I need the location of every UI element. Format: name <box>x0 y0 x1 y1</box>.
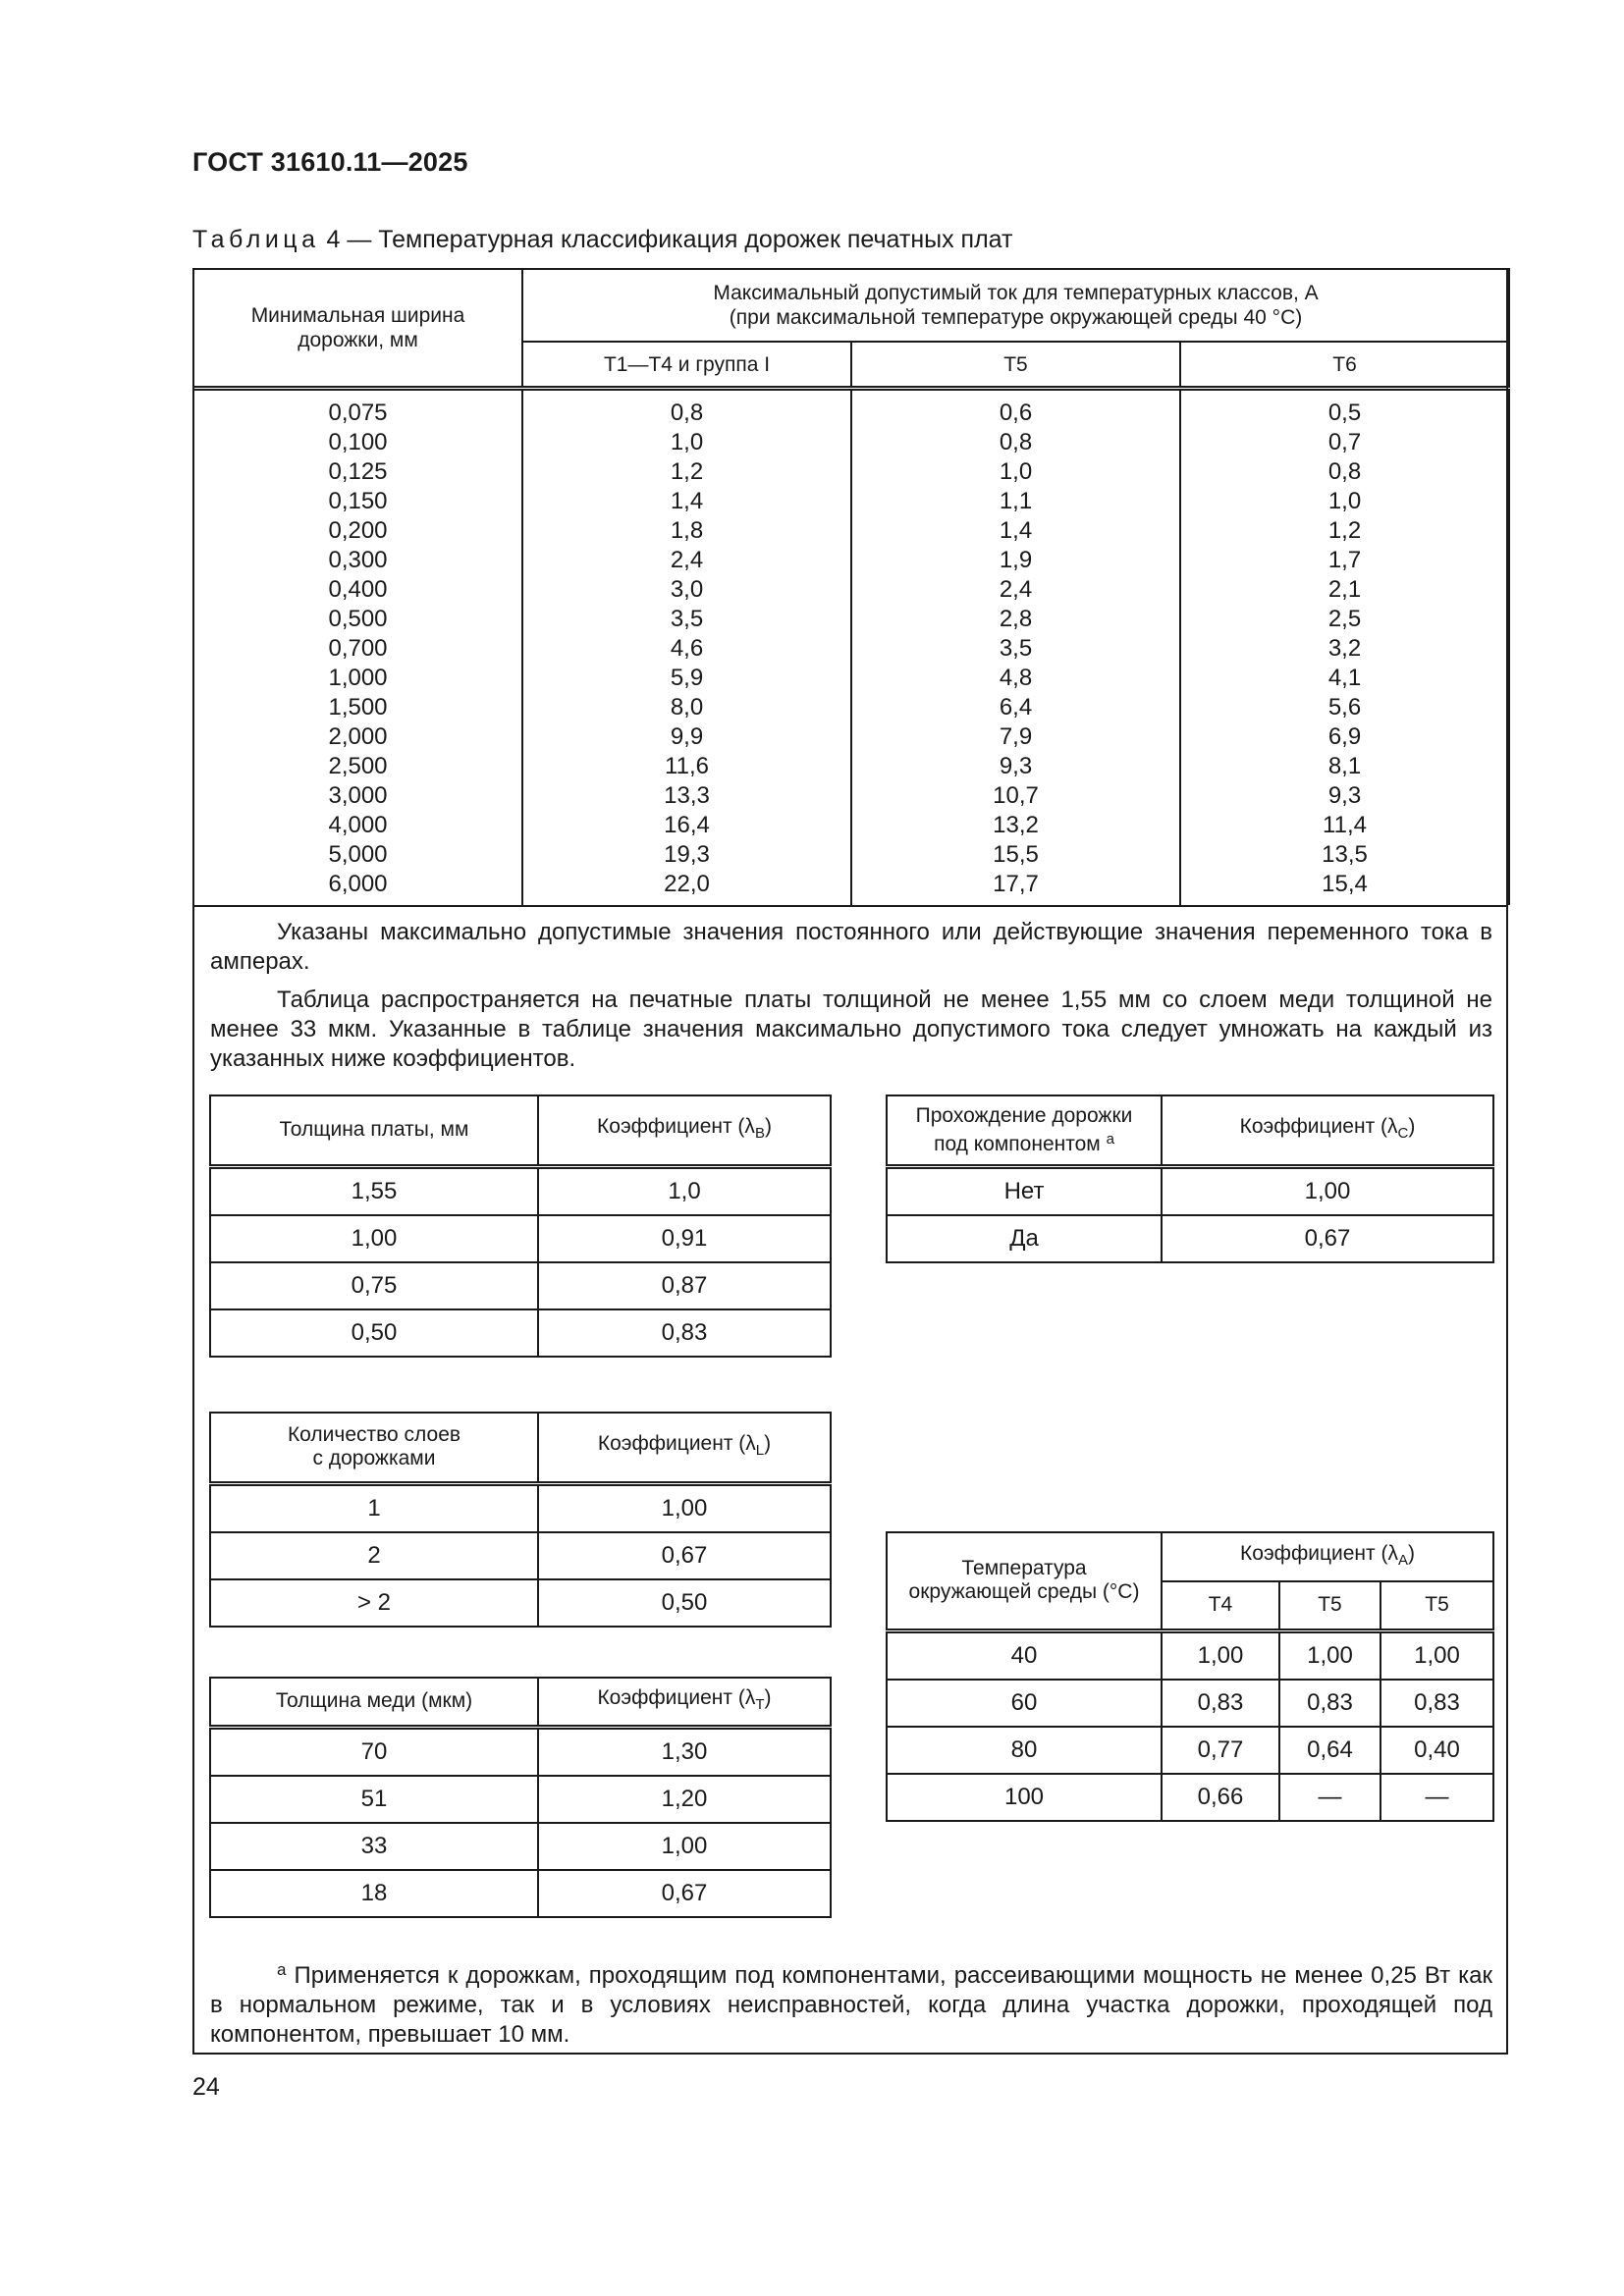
table-cell: 4,6 <box>670 635 704 662</box>
table-cell: 5,9 <box>670 665 704 691</box>
table-cell: 0,500 <box>328 606 388 632</box>
table-cell: 3,5 <box>999 635 1033 662</box>
table-cell: 15,4 <box>1322 871 1368 897</box>
table-cell: 0,77 <box>1162 1727 1279 1774</box>
table-cell: 0,100 <box>328 429 388 455</box>
table-cell: 3,000 <box>328 782 388 809</box>
table-cell: 17,7 <box>993 871 1039 897</box>
table-cell: Нет <box>887 1166 1162 1215</box>
table-cell: 1,0 <box>670 429 704 455</box>
table-cell: 4,1 <box>1327 665 1362 691</box>
table-cell: 4,000 <box>328 812 388 838</box>
table-cell: 0,8 <box>999 429 1033 455</box>
table-divider <box>192 905 1508 907</box>
table-cell: 1 <box>210 1483 538 1532</box>
table-cell: 0,67 <box>538 1532 831 1579</box>
header-max-current-line2: (при максимальной температуре окружающей среды 40 °С) <box>729 306 1303 329</box>
table-cell: 3,0 <box>670 576 704 603</box>
header-min-width: Минимальная ширина дорожки, мм <box>193 269 522 389</box>
table-cell: 1,00 <box>538 1823 831 1870</box>
table-cell: 1,1 <box>999 488 1033 514</box>
table-cell: 1,0 <box>999 458 1033 485</box>
coef-c-header: Коэффициент $(\lambda_C)$ <box>1162 1095 1493 1166</box>
table-cell: 1,0 <box>1327 488 1362 514</box>
table-row <box>210 1483 831 1532</box>
table-cell: 1,2 <box>1327 517 1362 544</box>
table-cell: 0,8 <box>670 400 704 426</box>
table-cell: 0,700 <box>328 635 388 662</box>
table-row <box>210 1215 831 1262</box>
table-cell: 0,5 <box>1327 400 1362 426</box>
table-cell: 2,000 <box>328 723 388 750</box>
coef-t-header: Коэффициент $(\lambda_T)$ <box>538 1678 831 1727</box>
table-cell: 0,300 <box>328 547 388 573</box>
table-cell: 1,0 <box>538 1166 831 1215</box>
table-cell: 15,5 <box>993 841 1039 868</box>
table-cell: 13,5 <box>1322 841 1368 868</box>
table-cell: 2,5 <box>1327 606 1362 632</box>
table-row <box>210 1166 831 1215</box>
table-caption <box>192 226 1012 254</box>
table-row <box>210 1823 831 1870</box>
table-cell: 1,00 <box>1279 1630 1380 1680</box>
table-cell: 0,6 <box>999 400 1033 426</box>
table-cell: 2 <box>210 1532 538 1579</box>
footnote-mark: a <box>277 1960 287 1979</box>
table-cell: 5,6 <box>1327 694 1362 721</box>
column-t5-values <box>851 389 1180 906</box>
table-cell: 6,9 <box>1327 723 1362 750</box>
table-cell: 1,00 <box>1162 1166 1493 1215</box>
column-t6-values <box>1180 389 1509 906</box>
table-row <box>887 1680 1493 1727</box>
table-cell: 18 <box>210 1870 538 1917</box>
table-cell: 0,40 <box>1380 1727 1493 1774</box>
table-cell: 3,5 <box>670 606 704 632</box>
caption-text: 4 — Температурная классификация дорожек печатных плат <box>319 226 1013 253</box>
coef-b-header: Коэффициент $(\lambda_B)$ <box>538 1095 831 1166</box>
table-cell: Да <box>887 1215 1162 1262</box>
table-row <box>887 1774 1493 1821</box>
table-cell: 0,50 <box>210 1309 538 1357</box>
table-cell: 9,3 <box>1327 782 1362 809</box>
table-cell: 80 <box>887 1727 1162 1774</box>
table-cell: 1,30 <box>538 1727 831 1776</box>
table-cell: 0,83 <box>1380 1680 1493 1727</box>
table-cell: 11,4 <box>1323 812 1367 838</box>
footnote-text: Применяется к дорожкам, проходящим под компонентами, рассеивающими мощность не менее 0,25 Вт как в нормальном режиме, так и в условиях неисправностей, когда длина участка дорожки, проходящей под компонентом, превышает 10 мм. <box>210 1962 1492 2048</box>
table-cell: 13,2 <box>993 812 1039 838</box>
table-cell: 0,075 <box>328 400 388 426</box>
table-cell: 19,3 <box>664 841 710 868</box>
table-cell: 2,1 <box>1327 576 1362 603</box>
table-cell: 51 <box>210 1776 538 1823</box>
table-cell: 7,9 <box>999 723 1033 750</box>
current-table <box>192 268 1510 905</box>
table-cell: 0,400 <box>328 576 388 603</box>
table-cell: 2,4 <box>670 547 704 573</box>
table-cell: 1,4 <box>999 517 1033 544</box>
header-max-current-line1: Максимальный допустимый ток для температурных классов, А <box>713 282 1319 304</box>
table-cell: 2,8 <box>999 606 1033 632</box>
table-cell: > 2 <box>210 1579 538 1627</box>
table-cell: 1,000 <box>328 665 388 691</box>
table-cell: 1,500 <box>328 694 388 721</box>
table-cell: 0,64 <box>1279 1727 1380 1774</box>
coef-a-header: Коэффициент $(\lambda_A)$ <box>1162 1532 1493 1581</box>
table-cell: 4,8 <box>999 665 1033 691</box>
table-row <box>210 1870 831 1917</box>
table-board-thickness <box>209 1095 832 1358</box>
table-cell: 0,83 <box>1279 1680 1380 1727</box>
table-cell: 3,2 <box>1327 635 1362 662</box>
table-cell: 13,3 <box>664 782 710 809</box>
table-cell: 1,00 <box>538 1483 831 1532</box>
table-row <box>887 1215 1493 1262</box>
table-cell: 2,4 <box>999 576 1033 603</box>
table-cell: 1,00 <box>1380 1630 1493 1680</box>
table-cell: 0,7 <box>1327 429 1362 455</box>
table-row <box>210 1262 831 1309</box>
table-ambient-temperature <box>886 1531 1494 1822</box>
table-layers <box>209 1412 832 1628</box>
table-cell: 1,00 <box>210 1215 538 1262</box>
table-cell: 6,4 <box>999 694 1033 721</box>
table-cell: 5,000 <box>328 841 388 868</box>
table-row <box>210 1579 831 1627</box>
table-cell: 0,150 <box>328 488 388 514</box>
table-cell: 1,00 <box>1162 1630 1279 1680</box>
table-cell: 1,20 <box>538 1776 831 1823</box>
header-max-current <box>522 269 1509 342</box>
table-cell: 0,200 <box>328 517 388 544</box>
table-cell: 22,0 <box>664 871 710 897</box>
table-row <box>887 1727 1493 1774</box>
table-cell: 10,7 <box>993 782 1039 809</box>
table-cell: 0,83 <box>1162 1680 1279 1727</box>
table-cell: 1,55 <box>210 1166 538 1215</box>
header-a-t4: Т4 <box>1162 1581 1279 1630</box>
table-cell: 8,1 <box>1327 753 1362 779</box>
copper-thickness-header: Толщина меди (мкм) <box>210 1678 538 1727</box>
table-cell: 2,500 <box>328 753 388 779</box>
table-cell: 6,000 <box>328 871 388 897</box>
layers-header: Количество слоев с дорожками <box>210 1413 538 1483</box>
table-cell: 0,67 <box>1162 1215 1493 1262</box>
table-cell: 0,83 <box>538 1309 831 1357</box>
table-cell: 9,9 <box>670 723 704 750</box>
note-1-text: Указаны максимально допустимые значения постоянного или действующие значения переменного тока в амперах. <box>210 919 1492 975</box>
table-cell: 0,75 <box>210 1262 538 1309</box>
table-cell: 100 <box>887 1774 1162 1821</box>
footnote <box>210 1955 1492 2050</box>
table-cell: 0,50 <box>538 1579 831 1627</box>
table-cell: 0,125 <box>328 458 388 485</box>
table-cell: 1,9 <box>999 547 1033 573</box>
header-t1t4: Т1—Т4 и группа I <box>522 342 851 389</box>
note-2-text: Таблица распространяется на печатные платы толщиной не менее 1,55 мм со слоем меди толщиной не менее 33 мкм. Указанные в таблице значения максимально допустимого тока следует умножать на каждый из указанных ниже коэффициентов. <box>210 987 1492 1072</box>
column-width-values <box>193 389 522 906</box>
note-paragraph-2 <box>210 986 1492 1074</box>
header-t6: Т6 <box>1180 342 1509 389</box>
page-number: 24 <box>192 2073 220 2101</box>
table-cell: 0,91 <box>538 1215 831 1262</box>
table-copper-thickness <box>209 1677 832 1918</box>
table-cell: 1,8 <box>670 517 704 544</box>
table-cell: — <box>1380 1774 1493 1821</box>
table-cell: 1,7 <box>1327 547 1362 573</box>
table-row <box>210 1727 831 1776</box>
caption-prefix: Таблица <box>192 226 320 253</box>
table-cell: 16,4 <box>664 812 710 838</box>
table-cell: 0,66 <box>1162 1774 1279 1821</box>
table-cell: 0,87 <box>538 1262 831 1309</box>
table-row <box>210 1532 831 1579</box>
table-cell: 70 <box>210 1727 538 1776</box>
header-a-t5: Т5 <box>1279 1581 1380 1630</box>
table-cell: 60 <box>887 1680 1162 1727</box>
under-component-header: Прохождение дорожки под компонентом $^a$ <box>887 1095 1162 1166</box>
table-under-component <box>886 1095 1494 1263</box>
table-cell: 40 <box>887 1630 1162 1680</box>
table-cell: 8,0 <box>670 694 704 721</box>
table-row <box>210 1309 831 1357</box>
table-cell: 0,67 <box>538 1870 831 1917</box>
table-cell: 0,8 <box>1327 458 1362 485</box>
table-row <box>887 1630 1493 1680</box>
header-t5: Т5 <box>851 342 1180 389</box>
table-cell: 33 <box>210 1823 538 1870</box>
ambient-temperature-header: Температура окружающей среды (°С) <box>887 1532 1162 1630</box>
table-cell: 11,6 <box>665 753 709 779</box>
table-cell: 1,4 <box>670 488 704 514</box>
column-t1t4-values <box>522 389 851 906</box>
table-cell: 9,3 <box>999 753 1033 779</box>
table-row <box>210 1776 831 1823</box>
document-code: ГОСТ 31610.11—2025 <box>192 147 468 177</box>
coef-l-header: Коэффициент $(\lambda_L)$ <box>538 1413 831 1483</box>
table-row <box>887 1166 1493 1215</box>
note-paragraph-1 <box>210 918 1492 977</box>
table-cell: — <box>1279 1774 1380 1821</box>
table-cell: 1,2 <box>670 458 704 485</box>
board-thickness-header: Толщина платы, мм <box>210 1095 538 1166</box>
header-a-t5b: Т5 <box>1380 1581 1493 1630</box>
